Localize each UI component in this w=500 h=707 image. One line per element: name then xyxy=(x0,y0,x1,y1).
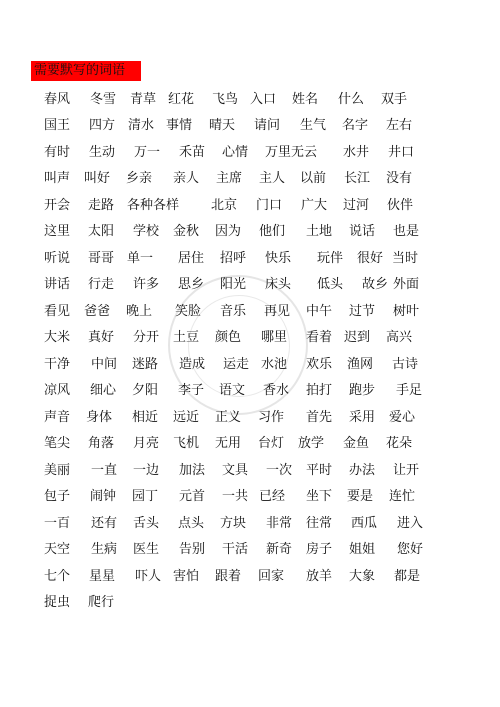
word-item: 左右 xyxy=(386,118,413,133)
word-row xyxy=(0,487,500,507)
word-item: 一次 xyxy=(266,463,293,478)
word-item: 红花 xyxy=(168,92,195,107)
word-item: 一边 xyxy=(133,463,160,478)
word-row xyxy=(0,328,500,348)
word-item: 说话 xyxy=(349,224,376,239)
word-item: 办法 xyxy=(349,463,376,478)
word-item: 大米 xyxy=(44,330,71,345)
word-item: 低头 xyxy=(317,277,344,292)
word-item: 也是 xyxy=(393,224,420,239)
word-item: 笔尖 xyxy=(44,436,71,451)
word-item: 讲话 xyxy=(44,277,71,292)
word-item: 树叶 xyxy=(393,304,420,319)
word-item: 什么 xyxy=(338,92,365,107)
word-item: 土豆 xyxy=(173,330,200,345)
word-item: 房子 xyxy=(306,542,333,557)
word-item: 让开 xyxy=(393,463,420,478)
word-item: 都是 xyxy=(394,569,421,584)
word-item: 主人 xyxy=(259,171,286,186)
word-item: 青草 xyxy=(130,92,157,107)
word-item: 阳光 xyxy=(220,277,247,292)
word-item: 新奇 xyxy=(266,542,293,557)
word-item: 单一 xyxy=(127,251,154,266)
word-item: 请问 xyxy=(254,118,281,133)
word-item: 一直 xyxy=(91,463,118,478)
word-item: 广大 xyxy=(301,198,328,213)
word-row xyxy=(0,249,500,269)
word-item: 中间 xyxy=(91,357,118,372)
word-item: 双手 xyxy=(381,92,408,107)
word-item: 他们 xyxy=(259,224,286,239)
word-item: 加法 xyxy=(179,463,206,478)
word-item: 大象 xyxy=(349,569,376,584)
word-item: 床头 xyxy=(265,277,292,292)
word-item: 角落 xyxy=(88,436,115,451)
word-item: 进入 xyxy=(397,516,424,531)
word-item: 爬行 xyxy=(88,595,115,610)
word-item: 冬雪 xyxy=(90,92,117,107)
word-item: 习作 xyxy=(258,410,285,425)
word-item: 拍打 xyxy=(306,383,333,398)
word-item: 伙伴 xyxy=(387,198,414,213)
word-item: 快乐 xyxy=(265,251,292,266)
word-item: 四方 xyxy=(89,118,116,133)
word-item: 哥哥 xyxy=(88,251,115,266)
word-item: 点头 xyxy=(178,516,205,531)
word-item: 晚上 xyxy=(126,304,153,319)
word-item: 渔网 xyxy=(347,357,374,372)
word-row xyxy=(0,355,500,375)
word-item: 各种各样 xyxy=(127,198,180,213)
word-item: 放学 xyxy=(298,436,325,451)
word-item: 医生 xyxy=(133,542,160,557)
word-row xyxy=(0,143,500,163)
word-item: 万一 xyxy=(134,145,161,160)
word-item: 文具 xyxy=(222,463,249,478)
word-item: 飞机 xyxy=(173,436,200,451)
word-row xyxy=(0,169,500,189)
word-item: 香水 xyxy=(263,383,290,398)
word-item: 正义 xyxy=(215,410,242,425)
word-item: 哪里 xyxy=(261,330,288,345)
word-item: 走路 xyxy=(88,198,115,213)
word-item: 远近 xyxy=(173,410,200,425)
word-item: 看着 xyxy=(306,330,333,345)
word-item: 玩伴 xyxy=(317,251,344,266)
word-item: 爸爸 xyxy=(84,304,111,319)
word-item: 名字 xyxy=(342,118,369,133)
word-item: 有时 xyxy=(44,145,71,160)
word-item: 再见 xyxy=(264,304,291,319)
word-item: 生气 xyxy=(300,118,327,133)
word-item: 国王 xyxy=(44,118,71,133)
word-item: 李子 xyxy=(178,383,205,398)
word-item: 过河 xyxy=(343,198,370,213)
word-item: 非常 xyxy=(266,516,293,531)
word-item: 捉虫 xyxy=(44,595,71,610)
word-row xyxy=(0,196,500,216)
word-item: 开会 xyxy=(44,198,71,213)
word-item: 中午 xyxy=(306,304,333,319)
word-row xyxy=(0,90,500,110)
word-row xyxy=(0,116,500,136)
word-item: 飞鸟 xyxy=(212,92,239,107)
word-item: 听说 xyxy=(44,251,71,266)
word-item: 音乐 xyxy=(220,304,247,319)
word-item: 故乡 xyxy=(362,277,389,292)
word-item: 外面 xyxy=(393,277,420,292)
word-item: 往常 xyxy=(306,516,333,531)
word-item: 一百 xyxy=(44,516,71,531)
word-item: 美丽 xyxy=(44,463,71,478)
word-item: 欢乐 xyxy=(306,357,333,372)
word-item: 过节 xyxy=(349,304,376,319)
word-item: 声音 xyxy=(44,410,71,425)
word-item: 您好 xyxy=(397,542,424,557)
word-item: 很好 xyxy=(357,251,384,266)
word-item: 夕阳 xyxy=(132,383,159,398)
word-item: 亲人 xyxy=(173,171,200,186)
word-row xyxy=(0,434,500,454)
word-item: 星星 xyxy=(89,569,116,584)
word-item: 行走 xyxy=(88,277,115,292)
word-item: 金鱼 xyxy=(343,436,370,451)
word-item: 水池 xyxy=(261,357,288,372)
word-item: 迷路 xyxy=(132,357,159,372)
word-item: 太阳 xyxy=(88,224,115,239)
word-item: 七个 xyxy=(44,569,71,584)
word-item: 颜色 xyxy=(215,330,242,345)
word-item: 以前 xyxy=(300,171,327,186)
word-item: 许多 xyxy=(133,277,160,292)
word-item: 语文 xyxy=(219,383,246,398)
word-item: 相近 xyxy=(132,410,159,425)
word-item: 一共 xyxy=(222,489,249,504)
word-item: 运走 xyxy=(223,357,250,372)
word-item: 花朵 xyxy=(386,436,413,451)
word-item: 细心 xyxy=(90,383,117,398)
word-item: 土地 xyxy=(306,224,333,239)
word-item: 月亮 xyxy=(133,436,160,451)
word-item: 园丁 xyxy=(132,489,159,504)
word-item: 思乡 xyxy=(178,277,205,292)
word-item: 叫声 xyxy=(44,171,71,186)
word-item: 叫好 xyxy=(84,171,111,186)
word-item: 干活 xyxy=(222,542,249,557)
word-item: 笑脸 xyxy=(175,304,202,319)
word-row xyxy=(0,222,500,242)
word-row xyxy=(0,408,500,428)
word-item: 手足 xyxy=(396,383,423,398)
word-item: 招呼 xyxy=(220,251,247,266)
word-item: 迟到 xyxy=(344,330,371,345)
word-item: 门口 xyxy=(256,198,283,213)
word-item: 身体 xyxy=(86,410,113,425)
word-item: 没有 xyxy=(386,171,413,186)
word-item: 因为 xyxy=(215,224,242,239)
word-item: 看见 xyxy=(44,304,71,319)
word-item: 元首 xyxy=(179,489,206,504)
word-item: 凉风 xyxy=(44,383,71,398)
word-row xyxy=(0,302,500,322)
word-item: 无用 xyxy=(215,436,242,451)
word-item: 姐姐 xyxy=(349,542,376,557)
word-row xyxy=(0,275,500,295)
word-item: 居住 xyxy=(178,251,205,266)
word-item: 平时 xyxy=(306,463,333,478)
word-item: 主席 xyxy=(216,171,243,186)
word-item: 放羊 xyxy=(306,569,333,584)
word-item: 跟着 xyxy=(215,569,242,584)
word-item: 采用 xyxy=(349,410,376,425)
word-item: 清水 xyxy=(128,118,155,133)
word-item: 井口 xyxy=(388,145,415,160)
word-item: 晴天 xyxy=(209,118,236,133)
word-item: 心情 xyxy=(222,145,249,160)
word-item: 生动 xyxy=(89,145,116,160)
word-item: 姓名 xyxy=(292,92,319,107)
word-item: 舌头 xyxy=(133,516,160,531)
word-item: 还有 xyxy=(91,516,118,531)
word-item: 万里无云 xyxy=(265,145,318,160)
word-item: 害怕 xyxy=(173,569,200,584)
word-item: 春风 xyxy=(44,92,71,107)
word-item: 台灯 xyxy=(258,436,285,451)
word-row xyxy=(0,593,500,613)
word-item: 乡亲 xyxy=(126,171,153,186)
word-item: 禾苗 xyxy=(179,145,206,160)
word-item: 连忙 xyxy=(389,489,416,504)
word-item: 造成 xyxy=(179,357,206,372)
word-item: 当时 xyxy=(392,251,419,266)
word-item: 这里 xyxy=(44,224,71,239)
word-item: 古诗 xyxy=(392,357,419,372)
word-item: 长江 xyxy=(344,171,371,186)
word-item: 西瓜 xyxy=(351,516,378,531)
word-row xyxy=(0,540,500,560)
word-item: 吓人 xyxy=(135,569,162,584)
word-item: 干净 xyxy=(44,357,71,372)
word-item: 北京 xyxy=(211,198,238,213)
word-item: 水井 xyxy=(343,145,370,160)
word-item: 告别 xyxy=(179,542,206,557)
word-item: 回家 xyxy=(258,569,285,584)
word-item: 真好 xyxy=(88,330,115,345)
word-item: 已经 xyxy=(259,489,286,504)
word-item: 事情 xyxy=(166,118,193,133)
word-row xyxy=(0,461,500,481)
word-item: 高兴 xyxy=(386,330,413,345)
word-item: 方块 xyxy=(220,516,247,531)
word-item: 入口 xyxy=(250,92,277,107)
word-item: 学校 xyxy=(133,224,160,239)
word-item: 首先 xyxy=(306,410,333,425)
word-item: 坐下 xyxy=(306,489,333,504)
word-item: 包子 xyxy=(44,489,71,504)
word-row xyxy=(0,381,500,401)
word-item: 金秋 xyxy=(173,224,200,239)
word-item: 跑步 xyxy=(349,383,376,398)
page-title: 需要默写的词语 xyxy=(31,61,141,81)
word-item: 生病 xyxy=(91,542,118,557)
word-row xyxy=(0,567,500,587)
word-item: 天空 xyxy=(44,542,71,557)
word-item: 爱心 xyxy=(389,410,416,425)
word-item: 分开 xyxy=(133,330,160,345)
word-item: 要是 xyxy=(347,489,374,504)
word-item: 闹钟 xyxy=(90,489,117,504)
word-row xyxy=(0,514,500,534)
